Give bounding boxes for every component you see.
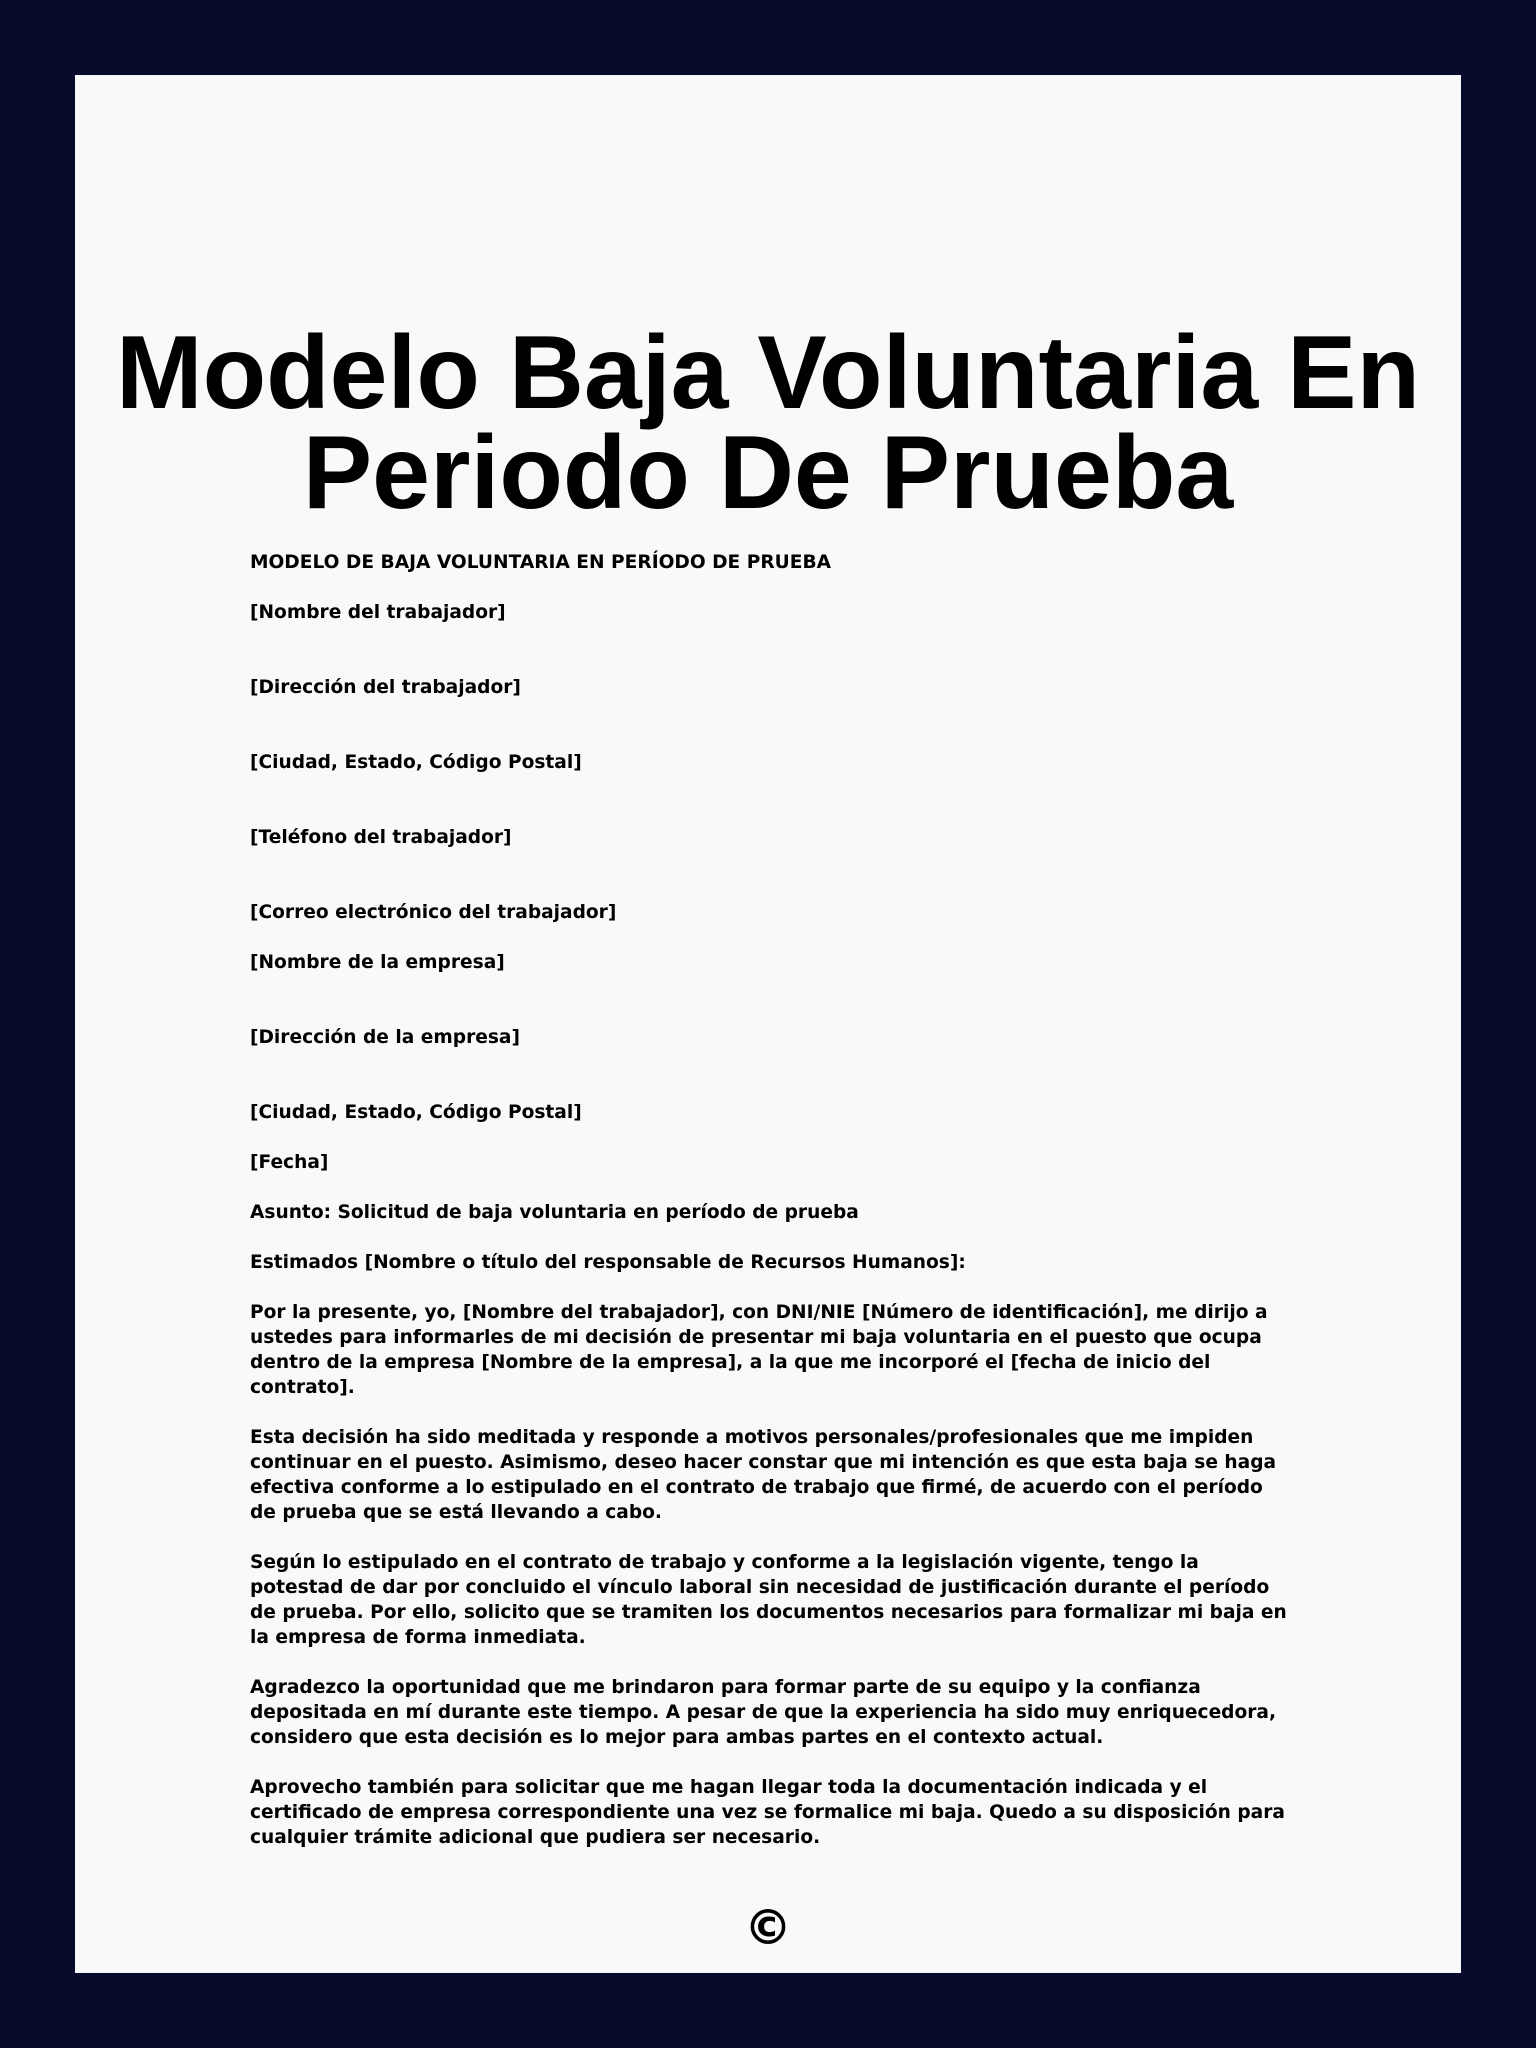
worker-email: [Correo electrónico del trabajador] (250, 902, 617, 923)
worker-city: [Ciudad, Estado, Código Postal] (250, 752, 582, 773)
paragraph-1: Por la presente, yo, [Nombre del trabajador], con DNI/NIE [Número de identificación], me dirijo a ustedes para informarles de mi decisión de presentar mi baja voluntaria en el puesto que ocupa dentro de la empresa [Nombre de la empresa], a la que me incorporé el [fecha de inicio del contrato]. (250, 1302, 1268, 1398)
company-address: [Dirección de la empresa] (250, 1027, 520, 1048)
letter-body (250, 550, 1360, 1850)
paragraph-2: Esta decisión ha sido meditada y responde a motivos personales/profesionales que me impiden continuar en el puesto. Asimismo, deseo hacer constar que mi intención es que esta baja se haga efectiva conforme a lo estipulado en el contrato de trabajo que firmé, de acuerdo con el período de prueba que se está llevando a cabo. (250, 1427, 1277, 1523)
paragraph-4: Agradezco la oportunidad que me brindaron para formar parte de su equipo y la confianza depositada en mí durante este tiempo. A pesar de que la experiencia ha sido muy enriquecedora, considero que esta decisión es lo mejor para ambas partes en el contexto actual. (250, 1677, 1277, 1748)
letter-date: [Fecha] (250, 1152, 329, 1173)
letter-heading: MODELO DE BAJA VOLUNTARIA EN PERÍODO DE PRUEBA (250, 552, 832, 573)
company-city: [Ciudad, Estado, Código Postal] (250, 1102, 582, 1123)
copyright-icon: © (744, 1900, 792, 1956)
letter-subject: Asunto: Solicitud de baja voluntaria en período de prueba (250, 1202, 859, 1223)
worker-address: [Dirección del trabajador] (250, 677, 521, 698)
worker-phone: [Teléfono del trabajador] (250, 827, 512, 848)
paragraph-5: Aprovecho también para solicitar que me hagan llegar toda la documentación indicada y el certificado de empresa correspondiente una vez se formalice mi baja. Quedo a su disposición para cualquier trámite adicional que pudiera ser necesario. (250, 1777, 1285, 1848)
worker-name: [Nombre del trabajador] (250, 602, 506, 623)
page-title: Modelo Baja Voluntaria En Periodo De Prueba (115, 315, 1420, 531)
paragraph-3: Según lo estipulado en el contrato de trabajo y conforme a la legislación vigente, tengo la potestad de dar por concluido el vínculo laboral sin necesidad de justificación durante el período de prueba. Por ello, solicito que se tramiten los documentos necesarios para formalizar mi baja en la empresa de forma inmediata. (250, 1552, 1287, 1648)
letter-greeting: Estimados [Nombre o título del responsable de Recursos Humanos]: (250, 1252, 966, 1273)
document-page (75, 75, 1461, 1973)
company-name: [Nombre de la empresa] (250, 952, 505, 973)
